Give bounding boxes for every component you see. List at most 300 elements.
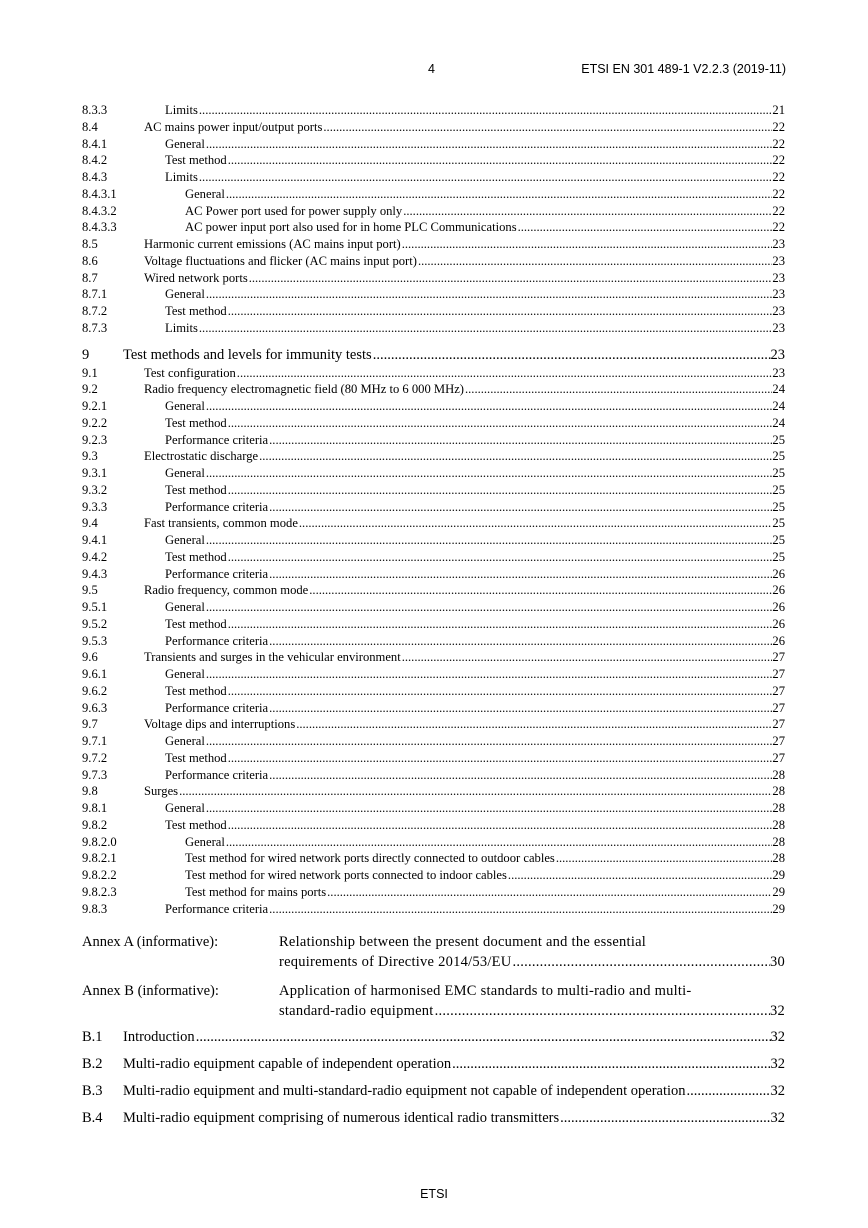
toc-entry[interactable]	[82, 783, 785, 800]
toc-entry-number: 9.7.3	[82, 767, 108, 782]
toc-entry[interactable]	[82, 716, 785, 733]
toc-entry-title: Test method	[165, 482, 227, 497]
toc-entry-page: 25	[772, 549, 785, 564]
toc-entry-title: Transients and surges in the vehicular environment	[144, 650, 401, 665]
toc-entry-title: AC power input port also used for in home PLC Communications	[185, 220, 517, 235]
toc-entry-number: 9.8.3	[82, 901, 108, 916]
toc-entry-number: 9.5.2	[82, 616, 108, 631]
annex-title	[279, 982, 785, 1021]
toc-dot-leader	[269, 767, 772, 784]
toc-entry-line	[165, 136, 785, 153]
toc-entry-page: 22	[772, 119, 785, 134]
toc-entry-number: 8.4.2	[82, 153, 108, 168]
toc-entry[interactable]	[82, 582, 785, 599]
toc-entry[interactable]	[82, 549, 785, 566]
toc-entry[interactable]	[82, 834, 785, 851]
toc-entry[interactable]	[82, 482, 785, 499]
toc-entry-line	[165, 499, 785, 516]
toc-entry-title: General	[185, 834, 225, 849]
toc-entry-page: 23	[772, 287, 785, 302]
toc-dot-leader	[560, 1105, 770, 1132]
toc-entry[interactable]	[82, 236, 785, 253]
toc-entry-title: General	[165, 466, 205, 480]
toc-dot-leader	[199, 102, 773, 119]
toc-dot-leader	[518, 219, 773, 236]
toc-entry-page: 32	[770, 1029, 785, 1046]
toc-entry-page: 27	[772, 717, 785, 732]
annex-entry[interactable]	[82, 982, 785, 1021]
toc-entry-line	[165, 566, 785, 583]
toc-dot-leader	[206, 666, 773, 683]
toc-entry-title: General	[165, 136, 205, 151]
toc-entry-number: 8.5	[82, 237, 98, 251]
toc-entry-line	[165, 633, 785, 650]
toc-entry-line	[144, 448, 785, 465]
toc-entry[interactable]	[82, 633, 785, 650]
toc-dot-leader	[296, 716, 772, 733]
toc-entry-title: Performance criteria	[165, 767, 269, 782]
toc-dot-leader	[237, 365, 773, 382]
toc-entry-page: 28	[772, 817, 785, 832]
toc-entry-title: General	[165, 399, 205, 413]
toc-dot-leader	[373, 344, 771, 366]
toc-entry-line	[165, 599, 785, 616]
annex-title-line2-text: requirements of Directive 2014/53/EU	[279, 953, 512, 970]
toc-entry-number: 9	[82, 346, 90, 363]
toc-entry-number: 9.7.1	[82, 734, 108, 748]
toc-entry-line	[144, 381, 785, 398]
toc-entry-number: 9.3.2	[82, 482, 108, 497]
toc-entry-title: Radio frequency, common mode	[144, 583, 309, 598]
toc-entry-title: Multi-radio equipment capable of independent operation	[123, 1056, 452, 1073]
toc-entry-title: Test method	[165, 415, 227, 430]
toc-entry-title: Radio frequency electromagnetic field (80 MHz to 6 000 MHz)	[144, 382, 464, 397]
annex-title-line2-text: standard-radio equipment	[279, 1002, 434, 1019]
toc-entry-title: Test methods and levels for immunity tests	[123, 346, 372, 363]
toc-entry-number: 9.8.2.3	[82, 884, 117, 899]
toc-entry-line	[185, 186, 785, 203]
toc-entry-number: 8.7.1	[82, 287, 108, 302]
toc-entry-title: Performance criteria	[165, 901, 269, 916]
toc-entry-title: Performance criteria	[165, 700, 269, 715]
toc-entry-title: Test method	[165, 153, 227, 168]
toc-entry-line	[165, 532, 785, 549]
toc-entry[interactable]	[82, 901, 785, 918]
toc-entry-title: Limits	[165, 170, 198, 184]
toc-entry-page: 26	[772, 566, 785, 581]
toc-entry-title: Test method for wired network ports connected to indoor cables	[185, 868, 507, 882]
toc-entry[interactable]	[82, 1051, 785, 1078]
toc-entry-title: General	[165, 287, 205, 302]
annex-entries	[82, 933, 785, 1021]
toc-entry-line	[123, 1105, 785, 1132]
toc-entry-line	[165, 750, 785, 767]
toc-entry-page: 26	[772, 616, 785, 631]
toc-entry[interactable]	[82, 532, 785, 549]
toc-entry[interactable]	[82, 733, 785, 750]
toc-entry-number: 9.8.2.1	[82, 851, 117, 866]
toc-entry[interactable]	[82, 800, 785, 817]
toc-entry-page: 24	[772, 399, 785, 413]
toc-entry-title: Surges	[144, 784, 179, 799]
toc-dot-leader	[206, 286, 773, 303]
toc-entry-title: AC mains power input/output ports	[144, 119, 323, 134]
toc-entry-title: Test method	[165, 549, 227, 564]
toc-entry-title: Introduction	[123, 1029, 195, 1046]
toc-entry-line	[165, 901, 785, 918]
toc-entry[interactable]	[82, 203, 785, 220]
toc-entry-title: Performance criteria	[165, 633, 269, 648]
toc-dot-leader	[206, 398, 773, 415]
toc-entry-line	[165, 465, 785, 482]
toc-dot-leader	[327, 884, 772, 901]
toc-entry[interactable]	[82, 136, 785, 153]
toc-entry-page: 28	[772, 851, 785, 866]
toc-dot-leader	[259, 448, 772, 465]
toc-entry-line	[165, 320, 785, 337]
toc-dot-leader	[228, 683, 773, 700]
toc-entry-line	[185, 884, 785, 901]
toc-dot-leader	[199, 169, 773, 186]
toc-dot-leader	[435, 1002, 770, 1022]
toc-entry-title: Test method	[165, 683, 227, 698]
toc-entry-line	[165, 169, 785, 186]
toc-entry-page: 29	[772, 901, 785, 916]
toc-entry-number: 9.2.2	[82, 415, 108, 430]
toc-entry[interactable]	[82, 365, 785, 382]
annex-title-line1: Relationship between the present document and the essential	[279, 934, 647, 951]
toc-dot-leader	[269, 700, 772, 717]
toc-entry-title: Performance criteria	[165, 499, 269, 514]
toc-entry-page: 25	[772, 432, 785, 447]
annex-label: Annex A (informative):	[82, 934, 219, 951]
toc-entry-number: 9.6.3	[82, 700, 108, 715]
toc-dot-leader	[228, 303, 773, 320]
toc-entry-title: Limits	[165, 320, 198, 335]
toc-entry-number: 9.4.1	[82, 533, 108, 547]
toc-entry-page: 28	[772, 834, 785, 849]
toc-entry-line	[165, 549, 785, 566]
toc-entry[interactable]	[82, 1024, 785, 1051]
toc-entry-number: B.3	[82, 1083, 103, 1100]
toc-entry-number: 9.5	[82, 583, 98, 598]
toc-entry[interactable]	[82, 303, 785, 320]
toc-entry[interactable]	[82, 270, 785, 287]
toc-entry[interactable]	[82, 119, 785, 136]
toc-entry-page: 32	[770, 1110, 785, 1127]
toc-entry-page: 28	[772, 767, 785, 782]
toc-entry[interactable]	[82, 750, 785, 767]
toc-entry-title: Performance criteria	[165, 566, 269, 581]
toc-entry-line	[144, 783, 785, 800]
toc-entry-number: 9.2.1	[82, 399, 108, 413]
toc-dot-leader	[228, 817, 773, 834]
toc-entry-line	[165, 817, 785, 834]
toc-entry[interactable]	[82, 398, 785, 415]
toc-entry-title: General	[165, 533, 205, 547]
toc-entry[interactable]	[82, 102, 785, 119]
toc-entry[interactable]	[82, 884, 785, 901]
toc-entry-number: 8.4	[82, 119, 98, 134]
toc-entry-number: 9.6.2	[82, 683, 108, 698]
toc-entry[interactable]	[82, 320, 785, 337]
toc-entry-number: 9.1	[82, 365, 98, 380]
toc-entry[interactable]	[82, 186, 785, 203]
toc-dot-leader	[402, 649, 773, 666]
toc-entry-line	[144, 236, 785, 253]
toc-entry-page: 25	[772, 449, 785, 464]
toc-dot-leader	[269, 633, 772, 650]
toc-entry-number: 8.4.3.2	[82, 203, 117, 218]
toc-entry-title: Voltage fluctuations and flicker (AC mains input port)	[144, 253, 417, 268]
toc-entry[interactable]	[82, 867, 785, 884]
toc-entry-number: 8.7.2	[82, 304, 108, 318]
toc-entry-line	[165, 303, 785, 320]
toc-entry-line	[165, 415, 785, 432]
toc-dot-leader	[228, 482, 773, 499]
toc-entry-number: 9.4.2	[82, 549, 108, 564]
toc-entry-title: Test method	[165, 304, 227, 318]
toc-dot-leader	[402, 236, 773, 253]
toc-dot-leader	[269, 432, 772, 449]
toc-entry[interactable]	[82, 381, 785, 398]
toc-entry-page: 25	[772, 516, 785, 531]
toc-entry[interactable]	[82, 219, 785, 236]
toc-entry-page: 26	[772, 583, 785, 598]
toc-entry-title: Wired network ports	[144, 270, 248, 285]
toc-dot-leader	[206, 465, 773, 482]
toc-entry[interactable]	[82, 700, 785, 717]
toc-dot-leader	[206, 599, 773, 616]
toc-entry[interactable]	[82, 515, 785, 532]
toc-dot-leader	[249, 270, 773, 287]
toc-entry[interactable]	[82, 152, 785, 169]
toc-entry-line	[165, 286, 785, 303]
toc-entry-line	[123, 1078, 785, 1105]
toc-dot-leader	[228, 750, 773, 767]
toc-entry-title: Test configuration	[144, 365, 236, 380]
toc-entry-number: 9.7	[82, 717, 98, 732]
toc-entry-title: General	[165, 667, 205, 681]
toc-dot-leader	[465, 381, 772, 398]
toc-dot-leader	[226, 834, 773, 851]
toc-entry-number: 8.4.3.1	[82, 186, 117, 201]
toc-entry-line	[123, 1024, 785, 1051]
toc-entry[interactable]	[82, 448, 785, 465]
toc-dot-leader	[206, 733, 773, 750]
toc-dot-leader	[199, 320, 773, 337]
toc-entry-line	[165, 800, 785, 817]
annex-title-line2	[279, 1002, 785, 1022]
toc-entry-number: 8.7	[82, 270, 98, 285]
toc-dot-leader	[512, 953, 770, 973]
toc-entry-title: Voltage dips and interruptions	[144, 717, 296, 732]
toc-entry-title: Test method for wired network ports directly connected to outdoor cables	[185, 851, 555, 866]
toc-entry-page: 22	[772, 220, 785, 235]
toc-entry-line	[144, 649, 785, 666]
toc-entry-number: 8.4.1	[82, 136, 108, 151]
toc-entry-title: Harmonic current emissions (AC mains input port)	[144, 237, 401, 251]
toc-entry[interactable]	[82, 767, 785, 784]
toc-entry-title: Electrostatic discharge	[144, 449, 259, 464]
toc-entry-page: 25	[772, 499, 785, 514]
annex-entry[interactable]	[82, 933, 785, 972]
toc-entry-title: General	[165, 801, 205, 815]
toc-entry[interactable]	[82, 169, 785, 186]
toc-dot-leader	[556, 850, 773, 867]
annex-page: 32	[770, 1002, 785, 1019]
toc-dot-leader	[309, 582, 772, 599]
toc-entry-line	[165, 733, 785, 750]
toc-entry-line	[123, 1051, 785, 1078]
toc-entry-number: 9.8.1	[82, 801, 108, 815]
toc-entry-line	[165, 683, 785, 700]
toc-entry-number: B.2	[82, 1056, 103, 1073]
toc-dot-leader	[269, 566, 772, 583]
toc-entries	[82, 102, 785, 917]
toc-entry-line	[165, 432, 785, 449]
toc-entry[interactable]	[82, 817, 785, 834]
toc-entry-line	[144, 582, 785, 599]
toc-entry-title: Limits	[165, 103, 198, 117]
toc-entry-line	[165, 700, 785, 717]
toc-entry-title: Test method for mains ports	[185, 884, 327, 899]
toc-entry[interactable]	[82, 1078, 785, 1105]
toc-entry-page: 22	[772, 186, 785, 201]
toc-entry-number: 9.4	[82, 516, 98, 531]
toc-entry-page: 29	[772, 868, 785, 882]
toc-entry[interactable]	[82, 599, 785, 616]
toc-entry-line	[165, 398, 785, 415]
toc-entry-number: 9.8.2.2	[82, 868, 117, 882]
toc-entry-page: 25	[772, 533, 785, 547]
annex-label: Annex B (informative):	[82, 983, 219, 1000]
toc-entry[interactable]	[82, 286, 785, 303]
toc-entry-page: 24	[772, 382, 785, 397]
toc-entry-line	[185, 850, 785, 867]
toc-entry-line	[185, 834, 785, 851]
toc-entry[interactable]	[82, 465, 785, 482]
toc-entry-title: Multi-radio equipment and multi-standard-radio equipment not capable of independent operation	[123, 1083, 686, 1100]
annex-title	[279, 933, 785, 972]
toc-entry[interactable]	[82, 666, 785, 683]
toc-entry-page: 23	[772, 253, 785, 268]
toc-entry-title: Multi-radio equipment comprising of numerous identical radio transmitters	[123, 1110, 560, 1127]
toc-dot-leader	[206, 800, 773, 817]
toc-entry-number: 9.3	[82, 449, 98, 464]
annex-title-line1: Application of harmonised EMC standards to multi-radio and multi-	[279, 983, 692, 1000]
toc-dot-leader	[206, 532, 773, 549]
toc-entry-number: 9.6.1	[82, 667, 108, 681]
toc-entry[interactable]	[82, 253, 785, 270]
toc-entry-number: 9.5.3	[82, 633, 108, 648]
toc-entry-number: 9.7.2	[82, 750, 108, 765]
toc-entry-title: Test method	[165, 616, 227, 631]
toc-entry-line	[165, 767, 785, 784]
toc-entry-number: B.1	[82, 1029, 103, 1046]
toc-entry-title: AC Power port used for power supply only	[185, 203, 403, 218]
toc-entry-line	[165, 152, 785, 169]
toc-entry-page: 22	[772, 153, 785, 168]
toc-entry-number: 8.4.3.3	[82, 220, 117, 235]
toc-entry-number: 8.6	[82, 253, 98, 268]
toc-entry-page: 28	[772, 784, 785, 799]
toc-entry[interactable]	[82, 850, 785, 867]
toc-entry-number: 9.3.3	[82, 499, 108, 514]
toc-entry-line	[165, 102, 785, 119]
annex-page: 30	[770, 953, 785, 970]
toc-entry-page: 22	[772, 136, 785, 151]
toc-entry[interactable]	[82, 683, 785, 700]
toc-entry-number: 9.2.3	[82, 432, 108, 447]
toc-entry[interactable]	[82, 566, 785, 583]
toc-entry-number: 8.7.3	[82, 320, 108, 335]
toc-entry-page: 27	[772, 667, 785, 681]
toc-entry-page: 32	[770, 1083, 785, 1100]
toc-entry-line	[185, 203, 785, 220]
toc-dot-leader	[452, 1051, 770, 1078]
toc-entry-title: General	[165, 600, 205, 614]
toc-entry-page: 23	[772, 237, 785, 251]
toc-entry[interactable]	[82, 432, 785, 449]
toc-entry-title: General	[165, 734, 205, 748]
toc-entry[interactable]	[82, 344, 785, 366]
toc-entry-page: 26	[772, 633, 785, 648]
toc-entry[interactable]	[82, 616, 785, 633]
toc-dot-leader	[228, 415, 773, 432]
toc-entry-page: 26	[772, 600, 785, 614]
toc-entry-page: 27	[772, 683, 785, 698]
toc-entry-line	[165, 482, 785, 499]
toc-entry[interactable]	[82, 499, 785, 516]
toc-entry-page: 23	[770, 346, 785, 363]
toc-dot-leader	[228, 616, 773, 633]
toc-entry-page: 28	[772, 801, 785, 815]
toc-entry-page: 24	[772, 415, 785, 430]
toc-dot-leader	[206, 136, 773, 153]
toc-entry-number: 8.4.3	[82, 170, 108, 184]
toc-entry-page: 23	[772, 365, 785, 380]
toc-dot-leader	[403, 203, 772, 220]
toc-dot-leader	[269, 499, 772, 516]
toc-entry-number: 9.4.3	[82, 566, 108, 581]
toc-entry-page: 21	[772, 103, 785, 117]
toc-entry-page: 29	[772, 884, 785, 899]
toc-entry[interactable]	[82, 649, 785, 666]
toc-entry[interactable]	[82, 1105, 785, 1132]
toc-entry-page: 25	[772, 482, 785, 497]
toc-entry-title: General	[185, 186, 225, 201]
toc-entry-number: 9.6	[82, 650, 98, 665]
toc-entry-line	[144, 270, 785, 287]
footer-etsi: ETSI	[420, 1187, 448, 1201]
toc-entry-page: 22	[772, 170, 785, 184]
toc-entry-line	[165, 616, 785, 633]
toc-dot-leader	[196, 1024, 771, 1051]
toc-entry-page: 23	[772, 304, 785, 318]
toc-entry[interactable]	[82, 415, 785, 432]
toc-entry-title: Performance criteria	[165, 432, 269, 447]
document-id: ETSI EN 301 489-1 V2.2.3 (2019-11)	[581, 62, 786, 76]
toc-entry-page: 27	[772, 700, 785, 715]
page-number: 4	[428, 62, 435, 76]
toc-entry-page: 23	[772, 270, 785, 285]
table-of-contents	[82, 102, 785, 1132]
toc-dot-leader	[228, 152, 773, 169]
toc-entry-line	[185, 219, 785, 236]
toc-entry-line	[165, 666, 785, 683]
toc-entry-title: Test method	[165, 750, 227, 765]
